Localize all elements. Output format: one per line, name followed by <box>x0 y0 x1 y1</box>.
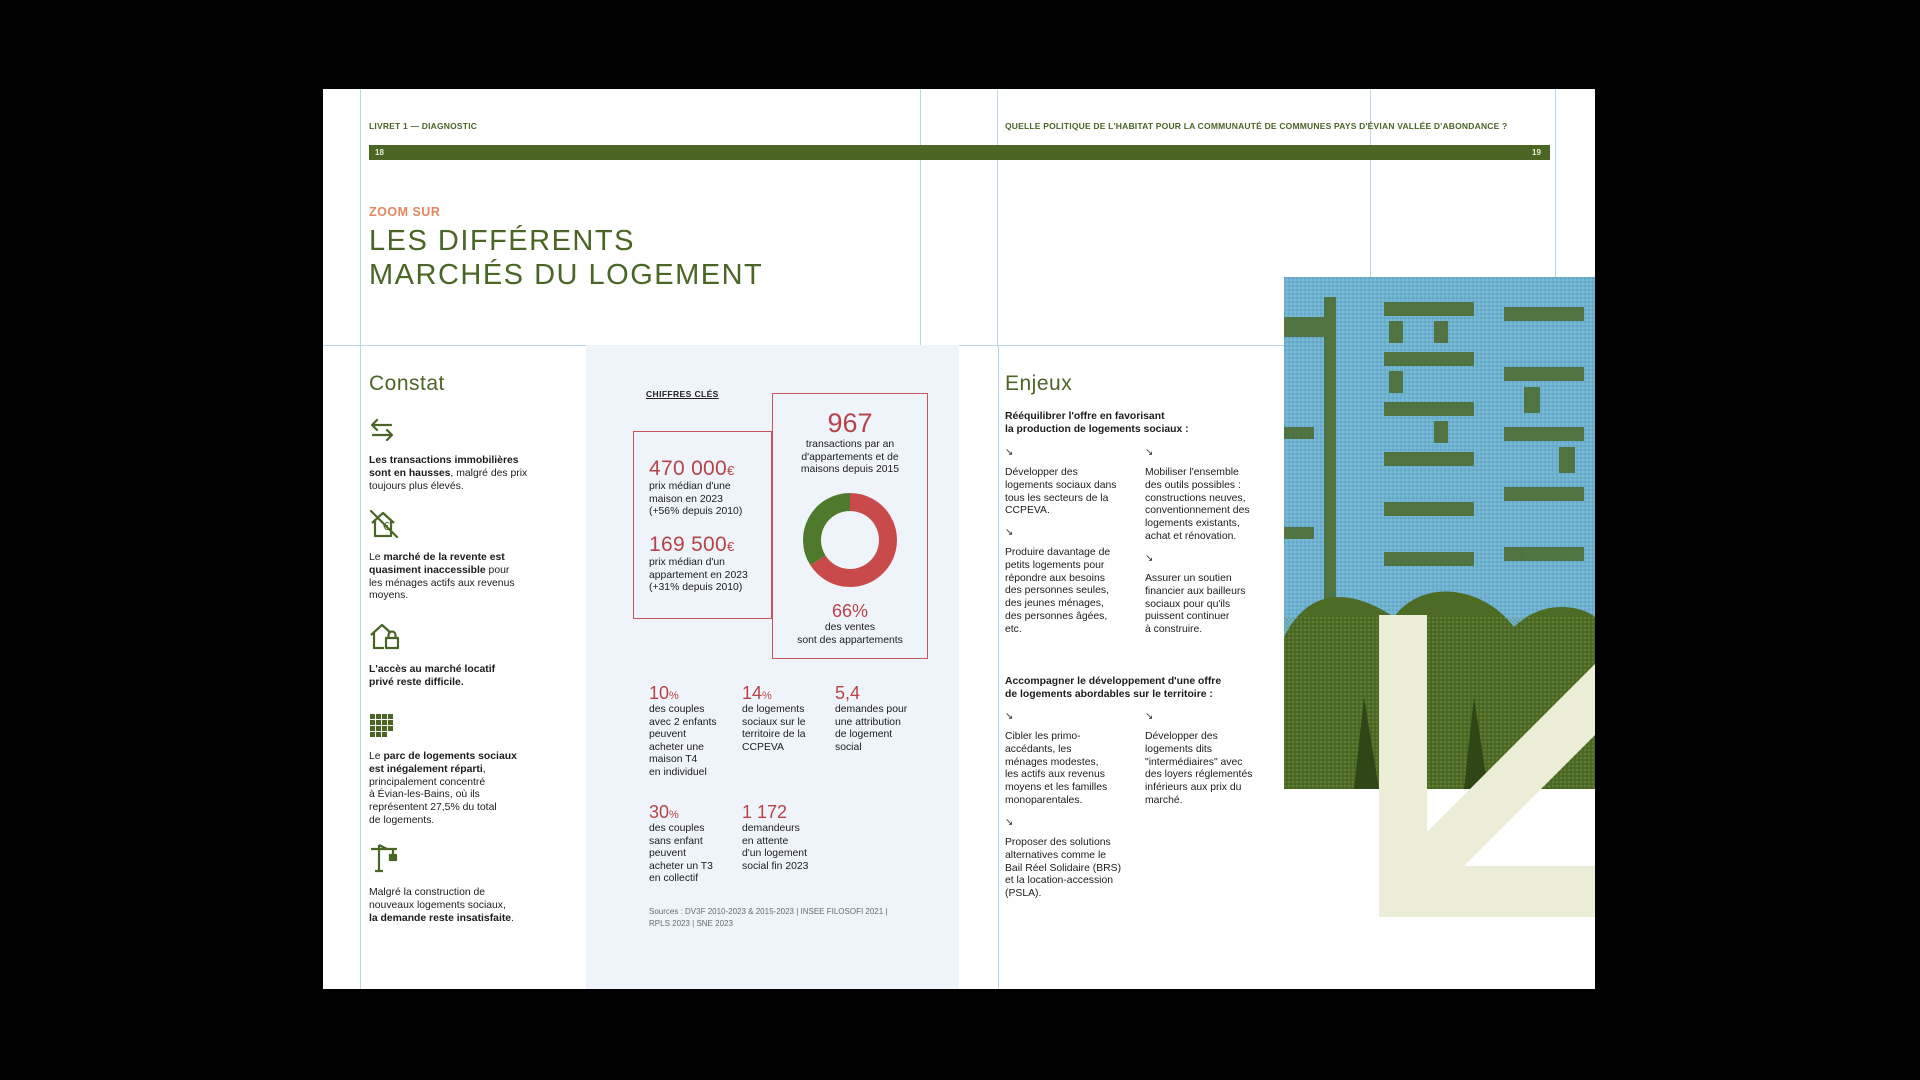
constat-text-3: L'accès au marché locatif privé reste difficile. <box>369 664 496 688</box>
page-number-left: 18 <box>375 148 384 157</box>
page-title <box>369 224 763 292</box>
house-price-caption: prix médian d'une maison en 2023 (+56% depuis 2010) <box>649 481 743 518</box>
crane-icon <box>369 843 399 873</box>
page-number-right: 19 <box>1532 148 1541 157</box>
running-header-left: LIVRET 1 — DIAGNOSTIC <box>369 121 478 131</box>
page-title-line1: LES DIFFÉRENTS <box>369 225 635 257</box>
apartments-share-caption: des ventes sont des appartements <box>797 622 903 646</box>
sources-note: Sources : DV3F 2010-2023 & 2015-2023 | INSEE FILOSOFI 2021 | RPLS 2023 | SNE 2023 <box>649 907 888 928</box>
house-price-value: 470 000€ <box>649 457 735 480</box>
enjeux-item-alternative-solutions: Proposer des solutions alternatives comme le Bail Réel Solidaire (BRS) et la location-accession (PSLA). <box>1005 837 1122 900</box>
guide-line <box>998 345 999 989</box>
enjeux-item-develop-social: Développer des logements sociaux dans tous les secteurs de la CCPEVA. <box>1005 467 1117 517</box>
document-spread <box>323 89 1595 989</box>
constat-heading: Constat <box>369 372 445 395</box>
running-header-right: QUELLE POLITIQUE DE L'HABITAT POUR LA COMMUNAUTÉ DE COMMUNES PAYS D'ÉVIAN VALLÉE D'ABONDANCE ? <box>1005 121 1508 131</box>
arrow-bullet-icon: ↘ <box>1145 711 1154 722</box>
svg-text:€: € <box>383 520 390 533</box>
guide-line <box>920 89 921 345</box>
constat-text-4: Le parc de logements sociaux est inégalement réparti, principalement concentré à Évian-les-Bains, où ils représentent 27,5% du total de logements. <box>369 751 517 826</box>
arrow-bullet-icon: ↘ <box>1145 553 1154 564</box>
house-euro-icon <box>369 509 401 539</box>
flat-price-caption: prix médian d'un appartement en 2023 (+31% depuis 2010) <box>649 557 748 594</box>
stat-demands-per-attribution: 5,4 demandes pour une attribution de logement social <box>835 683 908 753</box>
key-figures-label: CHIFFRES CLÉS <box>646 389 719 399</box>
arrow-bullet-icon: ↘ <box>1005 527 1014 538</box>
enjeux-item-first-time-buyers: Cibler les primo- accédants, les ménages modestes, les actifs aux revenus moyens et les familles monoparentales. <box>1005 731 1108 806</box>
stat-social-housing-share: 14% de logements sociaux sur le territoire de la CCPEVA <box>742 683 806 753</box>
donut-slice-maisons <box>812 502 850 560</box>
guide-line <box>997 89 998 345</box>
enjeux-section-1-title: Rééquilibrer l'offre en favorisant la production de logements sociaux : <box>1005 411 1189 435</box>
arrow-bullet-icon: ↘ <box>1005 711 1014 722</box>
transfer-arrows-icon <box>369 417 395 443</box>
flat-price-value: 169 500€ <box>649 533 735 556</box>
stat-couples-2-children: 10% des couples avec 2 enfants peuvent acheter une maison T4 en individuel <box>649 683 717 778</box>
transactions-value: 967 <box>827 408 873 438</box>
house-lock-icon <box>369 621 401 651</box>
arrow-bullet-icon: ↘ <box>1005 817 1014 828</box>
enjeux-heading: Enjeux <box>1005 372 1073 395</box>
arrow-bullet-icon: ↘ <box>1005 447 1014 458</box>
enjeux-item-intermediate-housing: Développer des logements dits "intermédiaires" avec des loyers réglementés inférieurs aux prix du marché. <box>1145 731 1253 806</box>
apartments-share-value: 66% <box>831 601 869 621</box>
constat-text-2: Le marché de la revente est quasiment inaccessible pour les ménages actifs aux revenus moyens. <box>369 552 515 602</box>
building-grid-icon <box>369 713 395 739</box>
building-photo <box>1284 277 1595 989</box>
key-figures-panel <box>586 345 959 989</box>
enjeux-item-small-housing: Produire davantage de petits logements pour répondre aux besoins des personnes seules, des jeunes ménages, des personnes âgées, etc. <box>1005 547 1111 635</box>
guide-line <box>360 89 361 989</box>
enjeux-item-mobilise-tools: Mobiliser l'ensemble des outils possibles : constructions neuves, conventionnement des logements existants, achat et rénovation. <box>1145 467 1250 542</box>
title-kicker: ZOOM SUR <box>369 205 441 219</box>
header-bar <box>369 145 1550 160</box>
stat-waiting-applicants: 1 172 demandeurs en attente d'un logement social fin 2023 <box>742 802 809 872</box>
transactions-caption: transactions par an d'appartements et de maisons depuis 2015 <box>800 439 900 476</box>
sales-donut-chart <box>802 492 898 588</box>
arrow-bullet-icon: ↘ <box>1145 447 1154 458</box>
constat-text-5: Malgré la construction de nouveaux logements sociaux, la demande reste insatisfaite. <box>369 887 514 924</box>
page-title-line2: MARCHÉS DU LOGEMENT <box>369 259 764 291</box>
stat-couples-no-children: 30% des couples sans enfant peuvent acheter un T3 en collectif <box>649 802 713 885</box>
enjeux-item-financial-support: Assurer un soutien financier aux bailleurs sociaux pour qu'ils puissent continuer à construire. <box>1145 573 1246 636</box>
constat-text-1: Les transactions immobilières sont en hausses, malgré des prix toujours plus élevés. <box>369 455 528 492</box>
enjeux-section-2-title: Accompagner le développement d'une offre de logements abordables sur le territoire : <box>1005 676 1222 700</box>
